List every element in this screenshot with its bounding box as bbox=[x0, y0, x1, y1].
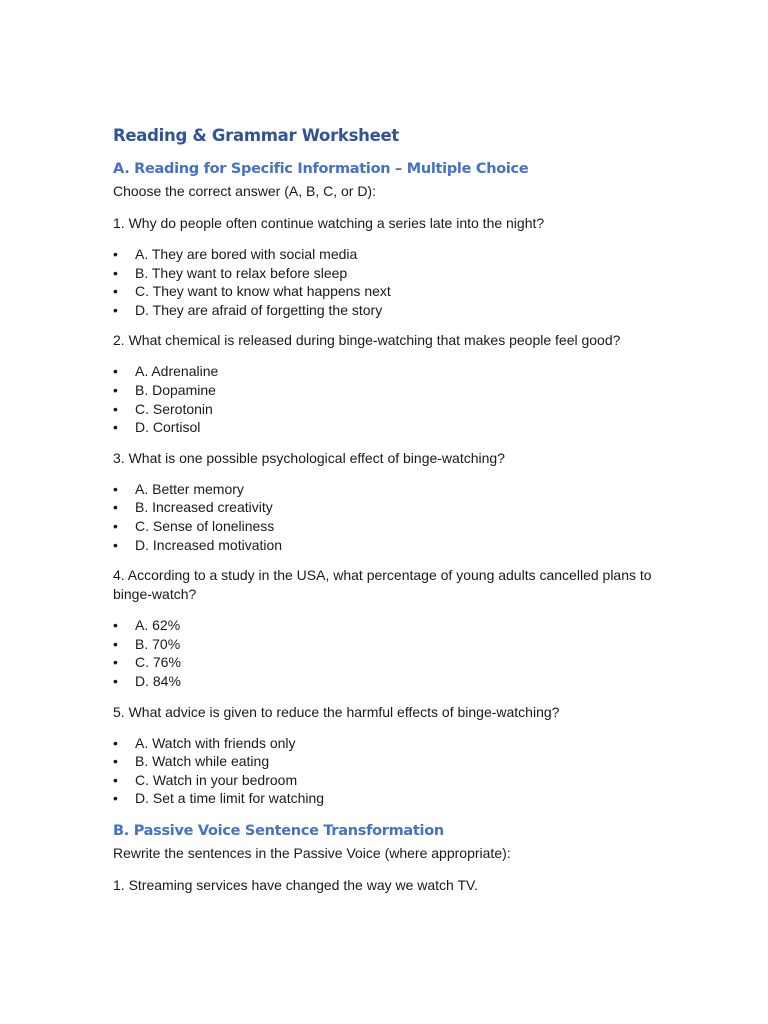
sentence-text: 1. Streaming services have changed the way we watch TV. bbox=[113, 876, 478, 893]
option-label: C. Watch in your bedroom bbox=[135, 771, 298, 788]
bullet-icon: • bbox=[113, 790, 118, 807]
option-label: D. Set a time limit for watching bbox=[135, 790, 325, 807]
option-label: D. Cortisol bbox=[135, 419, 201, 436]
question-block bbox=[113, 566, 673, 690]
bullet-icon: • bbox=[113, 771, 118, 788]
question-text: 2. What chemical is released during binge-watching that makes people feel good? bbox=[113, 332, 621, 349]
option-item bbox=[113, 771, 673, 790]
bullet-icon: • bbox=[113, 635, 118, 652]
bullet-icon: • bbox=[113, 419, 118, 436]
option-label: A. Better memory bbox=[135, 480, 244, 497]
option-label: B. 70% bbox=[135, 635, 181, 652]
options-list bbox=[113, 616, 673, 690]
option-label: D. They are afraid of forgetting the story bbox=[135, 301, 383, 318]
section-b-instructions: Rewrite the sentences in the Passive Voice (where appropriate): bbox=[113, 844, 511, 861]
option-item bbox=[113, 480, 673, 499]
section-b bbox=[113, 822, 673, 895]
bullet-icon: • bbox=[113, 264, 118, 281]
option-label: D. Increased motivation bbox=[135, 536, 283, 553]
options-list bbox=[113, 480, 673, 554]
option-item bbox=[113, 635, 673, 654]
option-item bbox=[113, 672, 673, 691]
option-label: C. Sense of loneliness bbox=[135, 517, 275, 534]
question-block bbox=[113, 331, 673, 436]
option-item bbox=[113, 536, 673, 555]
option-item bbox=[113, 362, 673, 381]
option-label: C. They want to know what happens next bbox=[135, 283, 391, 300]
bullet-icon: • bbox=[113, 536, 118, 553]
options-list bbox=[113, 245, 673, 319]
question-text: 1. Why do people often continue watching a series late into the night? bbox=[113, 215, 545, 231]
bullet-icon: • bbox=[113, 753, 118, 770]
option-item bbox=[113, 498, 673, 517]
option-label: B. Dopamine bbox=[135, 381, 216, 398]
worksheet-page bbox=[113, 126, 673, 907]
section-a-instructions: Choose the correct answer (A, B, C, or D): bbox=[113, 183, 376, 199]
option-label: A. 62% bbox=[135, 617, 181, 634]
bullet-icon: • bbox=[113, 283, 118, 300]
question-block bbox=[113, 703, 673, 808]
option-item bbox=[113, 616, 673, 635]
bullet-icon: • bbox=[113, 381, 118, 398]
question-text: 3. What is one possible psychological effect of binge-watching? bbox=[113, 449, 505, 466]
question-text: 4. According to a study in the USA, what percentage of young adults cancelled plans to binge-watch? bbox=[113, 567, 652, 603]
question-text: 5. What advice is given to reduce the harmful effects of binge-watching? bbox=[113, 703, 560, 720]
option-label: D. 84% bbox=[135, 672, 181, 689]
bullet-icon: • bbox=[113, 246, 118, 262]
page-title: Reading & Grammar Worksheet bbox=[113, 126, 399, 145]
option-label: C. 76% bbox=[135, 654, 181, 671]
question-block bbox=[113, 214, 673, 319]
bullet-icon: • bbox=[113, 672, 118, 689]
option-item bbox=[113, 517, 673, 536]
options-list bbox=[113, 734, 673, 808]
option-label: C. Serotonin bbox=[135, 400, 213, 417]
options-list bbox=[113, 362, 673, 436]
bullet-icon: • bbox=[113, 617, 118, 634]
option-item bbox=[113, 752, 673, 771]
bullet-icon: • bbox=[113, 301, 118, 318]
bullet-icon: • bbox=[113, 517, 118, 534]
section-a bbox=[113, 160, 673, 808]
option-item bbox=[113, 400, 673, 419]
option-item bbox=[113, 264, 673, 283]
option-item bbox=[113, 789, 673, 808]
option-label: A. Adrenaline bbox=[135, 363, 219, 380]
option-label: B. Watch while eating bbox=[135, 753, 270, 770]
section-b-heading: B. Passive Voice Sentence Transformation bbox=[113, 822, 444, 839]
option-label: B. They want to relax before sleep bbox=[135, 264, 348, 281]
option-item bbox=[113, 418, 673, 437]
bullet-icon: • bbox=[113, 734, 118, 751]
question-block bbox=[113, 449, 673, 554]
bullet-icon: • bbox=[113, 363, 118, 380]
option-item bbox=[113, 653, 673, 672]
bullet-icon: • bbox=[113, 654, 118, 671]
option-item bbox=[113, 245, 673, 264]
option-item bbox=[113, 282, 673, 301]
option-item bbox=[113, 301, 673, 320]
bullet-icon: • bbox=[113, 480, 118, 497]
option-label: A. Watch with friends only bbox=[135, 734, 296, 751]
bullet-icon: • bbox=[113, 499, 118, 516]
option-item bbox=[113, 734, 673, 753]
option-item bbox=[113, 381, 673, 400]
option-label: B. Increased creativity bbox=[135, 499, 273, 516]
section-a-heading: A. Reading for Specific Information – Multiple Choice bbox=[113, 161, 529, 177]
option-label: A. They are bored with social media bbox=[135, 246, 358, 262]
bullet-icon: • bbox=[113, 400, 118, 417]
